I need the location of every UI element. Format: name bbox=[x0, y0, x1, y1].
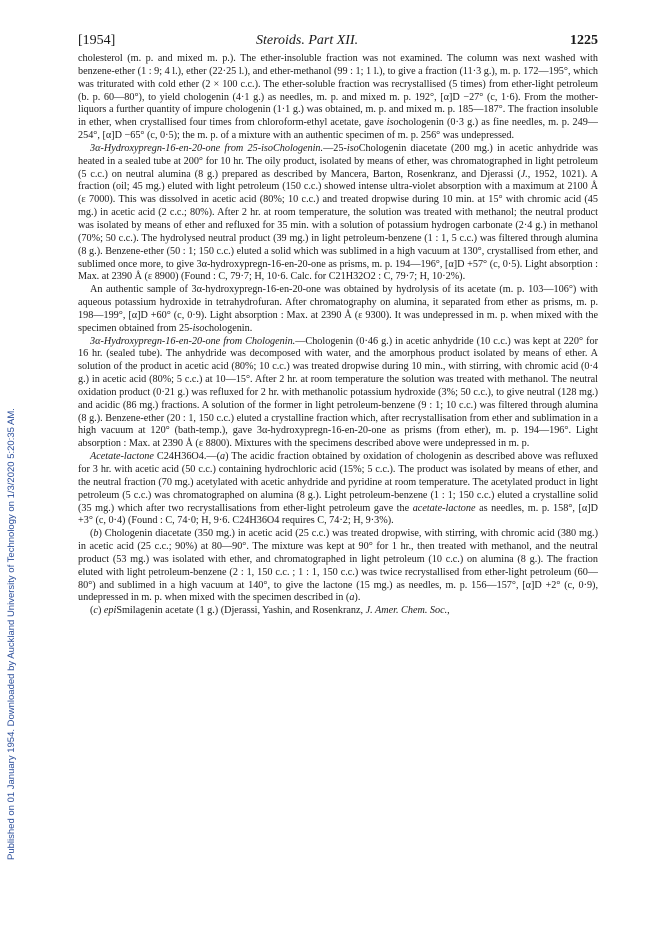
text-segment: Smilagenin acetate (1 g.) (Djerassi, Yashin, and Rosenkranz, bbox=[116, 605, 366, 617]
text-segment: Chologenin diacetate (200 mg.) in acetic anhydride was heated in a sealed tube at 200° for 10 hr. The oily product, isolated by means of ether, was chromatographed in light petroleum (5 c.c.) on neutral alumina (8 g.) prepared as described by Mancera, Barton, Rosenkranz, and Djerassi ( bbox=[78, 142, 598, 180]
paragraph bbox=[78, 53, 598, 143]
download-notice-link[interactable]: Published on 01 January 1954. Downloaded by Auckland University of Technology on 1/3/2020 5:20:35 AM. bbox=[6, 408, 17, 860]
text-segment: as needles, m. p. 158°, [α]D +3° (c, 0·4) (Found : C, 74·0; H, 9·6. C24H36O4 requires C, 74·2; H, 9·3%). bbox=[78, 502, 598, 527]
paragraph bbox=[78, 605, 598, 618]
text-segment: chologenin (0·3 g.) as fine needles, m. p. 249—254°, [α]D −65° (c, 0·5); the m. p. of a mixture with an authentic specimen of m. p. 256° was undepressed. bbox=[78, 117, 598, 142]
download-notice-sidebar bbox=[6, 80, 20, 860]
paragraph bbox=[78, 336, 598, 452]
text-segment: chologenin. bbox=[204, 322, 253, 334]
text-segment: ) bbox=[97, 605, 104, 617]
text-segment: —Chologenin (0·46 g.) in acetic anhydride (10 c.c.) was kept at 220° for 16 hr. (sealed tube). The anhydride was decomposed with water, and the amorphous product isolated by means of ether. A solution of the product in acetic acid (80%; 10 c.c.) was treated dropwise during 10 min., with stirring, with chromic acid (0·4 g.) in acetic acid (80%; 5 c.c.) at 10—15°. After 2 hr. at room temperature the solution was treated with methanol. The neutral oxidation product (0·21 g.) was refluxed for 2 hr. with methanolic potassium hydroxide (3%; 50 c.c.), to give neutral (128 mg.) and acidic (86 mg.) fractions. A solution of the former in light petroleum-benzene (9 : 1; 10 c.c.) was filtered through alumina (8 g.). Benzene-ether (20 : 1, 150 c.c.) eluted a crystalline fraction which, after recrystallisation from ether and sublimation in a high vacuum at 120° (bath-temp.), gave 3α-hydroxypregn-16-en-20-one as prisms (from ether), m. p. 194—196°. Light absorption : Max. at 2390 Å (ε 8800). Mixtures with the specimens described above were undepressed in m. p. bbox=[78, 335, 598, 450]
header-year: [1954] bbox=[78, 33, 116, 48]
italic-text-segment: iso bbox=[386, 117, 399, 129]
paragraph bbox=[78, 451, 598, 528]
paragraph bbox=[78, 143, 598, 284]
header-title: Steroids. Part XII. bbox=[256, 33, 359, 48]
paragraph bbox=[78, 528, 598, 605]
text-segment: An authentic sample of 3α-hydroxypregn-16-en-20-one was obtained by hydrolysis of its acetate (m. p. 103—106°) with aqueous potassium hydroxide in tetrahydrofuran. After chromatography on alumina, it separated from ether as prisms, m. p. 198—199°, [α]D +60° (c, 0·9). Light absorption : Max. at 2390 Å (ε 9300). It was undepressed in m. p. when mixed with the specimen obtained from 25- bbox=[78, 284, 598, 334]
text-segment: ) The acidic fraction obtained by oxidation of chologenin as described above was refluxed for 3 hr. with acetic acid (50 c.c.) containing hydrochloric acid (15%; 5 c.c.). The product was isolated by means of ether, and the neutral fraction (70 mg.) acetylated with acetic anhydride and pyridine at room temperature. The acetylated product in light petroleum (5 c.c.) was chromatographed on alumina (8 g.). Light petroleum-benzene (1 : 1; 150 c.c.) eluted a crystalline solid (35 mg.) which after two recrystallisations from ether-light petroleum gave the bbox=[78, 451, 598, 514]
italic-text-segment: Acetate-lactone bbox=[90, 451, 154, 463]
italic-text-segment: epi bbox=[103, 605, 117, 617]
text-segment: C24H36O4.—( bbox=[153, 451, 221, 463]
italic-text-segment: acetate-lactone bbox=[412, 502, 476, 514]
text-segment: —25- bbox=[323, 142, 347, 154]
italic-text-segment: 3α-Hydroxypregn-16-en-20-one from Chologenin. bbox=[90, 335, 296, 347]
text-segment: ( bbox=[90, 528, 94, 540]
italic-text-segment: iso bbox=[192, 322, 205, 334]
italic-text-segment: J. Amer. Chem. Soc. bbox=[365, 605, 448, 617]
text-segment: ( bbox=[90, 605, 94, 617]
italic-text-segment: b bbox=[93, 528, 99, 540]
article-body bbox=[78, 53, 598, 618]
italic-text-segment: a bbox=[220, 451, 226, 463]
italic-text-segment: 3α-Hydroxypregn-16-en-20-one from 25-isoChologenin. bbox=[90, 142, 324, 154]
text-segment: , bbox=[447, 605, 450, 617]
header-page-number: 1225 bbox=[570, 33, 598, 48]
text-segment: ). bbox=[354, 592, 361, 604]
text-segment: cholesterol (m. p. and mixed m. p.). The ether-insoluble fraction was not examined. The column was next washed with benzene-ether (1 : 9; 4 l.), ether (22·25 l.), and ether-methanol (99 : 1; 1 l.), to give a fraction (11·3 g.), m. p. 172—195°, which was triturated with cold ether (2 × 100 c.c.). The ether-soluble fraction was recrystallised (5 times) from ether-light petroleum (b. p. 60—80°), to yield chologenin (4·1 g.) as needles, m. p. and mixed m. p. 192°, [α]D −27° (c, 1·6). From the mother-liquors a further quantity of impure chologenin (1·1 g.) was obtained, m. p. and mixed m. p. 185—187°. The fraction insoluble in ether, when crystallised four times from chloroform-ethyl acetate, gave bbox=[78, 53, 598, 129]
italic-text-segment: iso bbox=[346, 142, 359, 154]
running-header bbox=[78, 33, 598, 49]
italic-text-segment: c bbox=[93, 605, 98, 617]
italic-text-segment: J. bbox=[520, 168, 528, 180]
text-segment: , 1952, 1021). A fraction (oil; 45 mg.) eluted with light petroleum (150 c.c.) showed intense ultra-violet absorption with a maximum at 2100 Å (ε 7000). This was dissolved in acetic acid (80%; 10 c.c.) and treated dropwise during 10 min. at 15° with chromic acid (45 mg.) in acetic acid (2 c.c.; 80%). After 2 hr. at room temperature, the solution was treated with methanol; the neutral product was isolated by means of ether and refluxed for 35 min. with a solution of potassium hydrogen carbonate (2·4 g.) in methanol (70%; 50 c.c.). The hydrolysed neutral product (39 mg.) in light petroleum-benzene (1 : 1, 5 c.c.) was filtered through alumina (8 g.). Benzene-ether (50 : 1; 150 c.c.) eluted a solid which was sublimed in a high vacuum at 130°, crystallised from ether, and sublimed once more, to give 3α-hydroxypregn-16-en-20-one as prisms, m. p. 194—196°, [α]D +57° (c, 0·5). Light absorption : Max. at 2390 Å (ε 8900) (Found : C, 79·7; H, 10·6. Calc. for C21H32O2 : C, 79·7; H, 10·2%). bbox=[78, 168, 598, 283]
paragraph bbox=[78, 284, 598, 335]
text-segment: ) Chologenin diacetate (350 mg.) in acetic acid (25 c.c.) was treated dropwise, with stirring, with chromic acid (380 mg.) in acetic acid (25 c.c.; 90%) at 80—90°. The mixture was kept at 90° for 1 hr., then treated with methanol, and the neutral product (53 mg.) was isolated with ether, and chromatographed in light petroleum (10 c.c.) on alumina (8 g.). The fraction eluted with light petroleum-benzene (2 : 1, 150 c.c. ; 1 : 1, 150 c.c.) was twice recrystallised from ether-light petroleum (60—80°) and sublimed in a high vacuum at 140°, to give the lactone (15 mg.) as needles, m. p. 156—157°, [α]D +2° (c, 0·9), undepressed in m. p. when mixed with the specimen described in ( bbox=[78, 528, 598, 604]
italic-text-segment: a bbox=[349, 592, 355, 604]
